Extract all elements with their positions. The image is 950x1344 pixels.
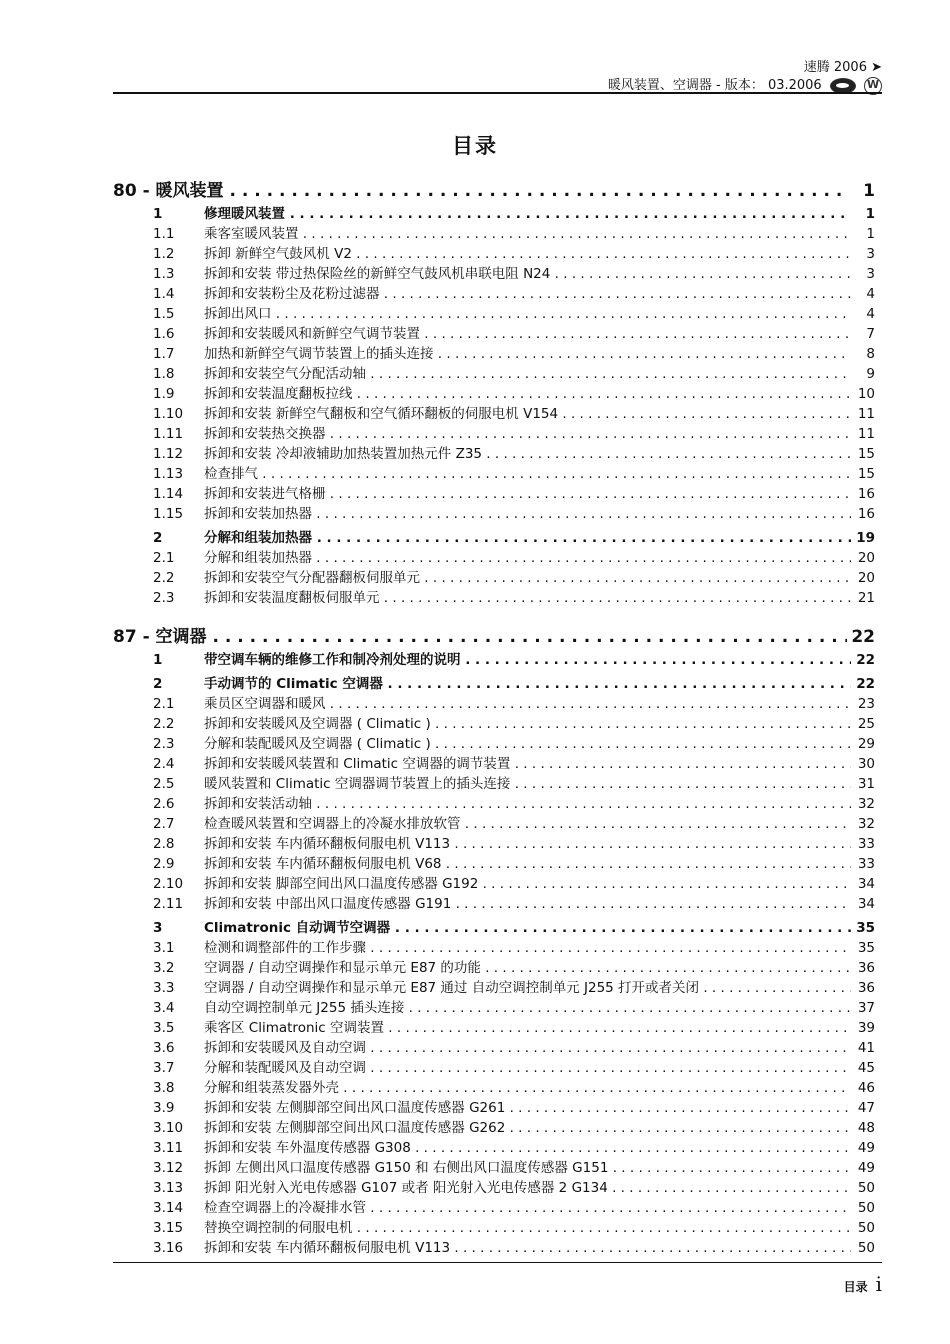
toc-entry-number: 2.3 xyxy=(153,590,175,606)
toc-entry[interactable] xyxy=(113,1058,875,1078)
toc-entry-title: 空调器 / 自动空调操作和显示单元 E87 的功能 . . . xyxy=(204,958,851,978)
header-rule xyxy=(113,92,882,94)
toc-entry-title: 拆卸和安装热交换器 . . . xyxy=(204,424,851,444)
toc-entry-title: 拆卸和安装暖风和新鲜空气调节装置 . . . xyxy=(204,324,851,344)
toc-entry-title: 自动空调控制单元 J255 插头连接 . . . xyxy=(204,998,851,1018)
toc-entry-title: 检查暖风装置和空调器上的冷凝水排放软管 . . . xyxy=(204,814,851,834)
toc-entry-page: 36 xyxy=(857,980,875,996)
toc-entry-title: 拆卸和安装暖风及空调器 ( Climatic ) . . . xyxy=(204,714,851,734)
toc-entry-number: 2.3 xyxy=(153,736,175,752)
toc-entry[interactable] xyxy=(113,284,875,304)
toc-entry-number: 3.3 xyxy=(153,980,175,996)
footer xyxy=(844,1272,882,1296)
toc-entry-page: 11 xyxy=(857,406,875,422)
toc-entry[interactable] xyxy=(113,774,875,794)
toc-entry-number: 1.11 xyxy=(153,426,184,442)
toc-entry[interactable] xyxy=(113,1158,875,1178)
toc-entry-page: 50 xyxy=(857,1200,875,1216)
toc-entry-title: 拆卸和安装空气分配器翻板伺服单元 . . . xyxy=(204,568,851,588)
toc-entry-page: 3 xyxy=(866,246,875,262)
toc-entry-page: 45 xyxy=(857,1060,875,1076)
toc-entry-number: 2.2 xyxy=(153,716,175,732)
toc-entry[interactable] xyxy=(113,444,875,464)
header-model-text: 速腾 2006 ➤ xyxy=(803,60,882,75)
header-model xyxy=(804,56,882,75)
toc-section-page: 22 xyxy=(851,627,875,647)
table-of-contents xyxy=(113,178,875,1258)
toc-entry-number: 3.1 xyxy=(153,940,175,956)
toc-entry-title: 分解和组装加热器 . . . xyxy=(204,548,851,568)
toc-entry-number: 1.3 xyxy=(153,266,175,282)
toc-entry-title: 分解和装配暖风及自动空调 . . . xyxy=(204,1058,851,1078)
toc-entry-page: 50 xyxy=(857,1240,875,1256)
toc-entry-number: 2 xyxy=(153,530,163,546)
toc-entry-number: 3.4 xyxy=(153,1000,175,1016)
toc-entry-page: 20 xyxy=(857,550,875,566)
footer-rule xyxy=(113,1262,882,1263)
toc-entry[interactable] xyxy=(113,674,875,694)
toc-entry-number: 3.9 xyxy=(153,1100,175,1116)
toc-entry-page: 30 xyxy=(857,756,875,772)
toc-entry[interactable] xyxy=(113,548,875,568)
toc-entry[interactable] xyxy=(113,958,875,978)
toc-entry[interactable] xyxy=(113,1178,875,1198)
toc-entry-number: 1.10 xyxy=(153,406,184,422)
toc-entry-page: 11 xyxy=(857,426,875,442)
toc-entry-title: 检测和调整部件的工作步骤 . . . xyxy=(204,938,851,958)
toc-entry-page: 16 xyxy=(857,506,875,522)
toc-entry[interactable] xyxy=(113,1018,875,1038)
toc-entry-number: 3.2 xyxy=(153,960,175,976)
toc-entry-title: 检查排气 . . . xyxy=(204,464,851,484)
toc-entry-title: 拆卸和安装 车内循环翻板伺服电机 V113 . . . xyxy=(204,834,851,854)
toc-entry[interactable] xyxy=(113,1238,875,1258)
toc-entry-title: 拆卸和安装温度翻板伺服单元 . . . xyxy=(204,588,851,608)
toc-entry-page: 21 xyxy=(857,590,875,606)
toc-entry-page: 33 xyxy=(857,856,875,872)
toc-entry-number: 3.14 xyxy=(153,1200,184,1216)
toc-entry-number: 1.4 xyxy=(153,286,175,302)
toc-entry-number: 1 xyxy=(153,206,163,222)
toc-entry-page: 49 xyxy=(857,1140,875,1156)
toc-entry[interactable] xyxy=(113,344,875,364)
toc-entry-page: 39 xyxy=(857,1020,875,1036)
toc-entry-page: 4 xyxy=(866,286,875,302)
toc-entry-title: 分解和组装加热器 . . . xyxy=(204,528,851,548)
toc-entry[interactable] xyxy=(113,1118,875,1138)
toc-entry[interactable] xyxy=(113,938,875,958)
toc-entry-title: 拆卸和安装进气格栅 . . . xyxy=(204,484,851,504)
toc-section-title: 87 - 空调器 . . . xyxy=(113,624,847,650)
toc-section-87[interactable] xyxy=(113,624,875,650)
footer-label: 目录 xyxy=(843,1280,868,1294)
toc-entry-number: 2.1 xyxy=(153,550,175,566)
toc-entry-number: 2.7 xyxy=(153,816,175,832)
toc-entry[interactable] xyxy=(113,874,875,894)
toc-entry[interactable] xyxy=(113,1138,875,1158)
toc-entry-number: 3.5 xyxy=(153,1020,175,1036)
toc-entry[interactable] xyxy=(113,1218,875,1238)
toc-entry-title: 拆卸和安装 新鲜空气翻板和空气循环翻板的伺服电机 V154 . . . xyxy=(204,404,851,424)
toc-entry-number: 2.2 xyxy=(153,570,175,586)
toc-entry[interactable] xyxy=(113,1078,875,1098)
toc-entry-number: 3 xyxy=(153,920,163,936)
toc-entry[interactable] xyxy=(113,734,875,754)
toc-entry-number: 1.15 xyxy=(153,506,184,522)
toc-entry-number: 1.14 xyxy=(153,486,184,502)
toc-list-87 xyxy=(113,650,875,1258)
toc-section-page: 1 xyxy=(863,181,875,201)
toc-entry-title: 分解和装配暖风及空调器 ( Climatic ) . . . xyxy=(204,734,851,754)
toc-entry-title: 拆卸和安装空气分配活动轴 . . . xyxy=(204,364,851,384)
page-title: 目录 xyxy=(452,134,498,158)
toc-entry-page: 50 xyxy=(857,1220,875,1236)
toc-entry-page: 36 xyxy=(857,960,875,976)
toc-entry-number: 2.6 xyxy=(153,796,175,812)
toc-entry[interactable] xyxy=(113,998,875,1018)
toc-entry-number: 3.16 xyxy=(153,1240,184,1256)
toc-entry-title: 手动调节的 Climatic 空调器 . . . xyxy=(204,674,851,694)
toc-entry[interactable] xyxy=(113,364,875,384)
toc-entry-title: 乘员区空调器和暖风 . . . xyxy=(204,694,851,714)
toc-entry-page: 48 xyxy=(857,1120,875,1136)
footer-page-number: i xyxy=(875,1272,882,1296)
toc-entry-title: 拆卸和安装 车外温度传感器 G308 . . . xyxy=(204,1138,851,1158)
toc-entry-page: 49 xyxy=(857,1160,875,1176)
toc-entry-title: 暖风装置和 Climatic 空调器调节装置上的插头连接 . . . xyxy=(204,774,851,794)
toc-entry[interactable] xyxy=(113,978,875,998)
toc-entry-title: 乘客室暖风装置 . . . xyxy=(204,224,851,244)
toc-entry[interactable] xyxy=(113,694,875,714)
toc-entry-page: 19 xyxy=(856,530,875,546)
toc-entry-page: 33 xyxy=(857,836,875,852)
toc-entry-number: 3.11 xyxy=(153,1140,184,1156)
toc-entry-page: 16 xyxy=(857,486,875,502)
toc-entry[interactable] xyxy=(113,834,875,854)
toc-entry[interactable] xyxy=(113,464,875,484)
toc-entry-number: 2.9 xyxy=(153,856,175,872)
toc-entry-page: 22 xyxy=(856,652,875,668)
toc-entry-page: 25 xyxy=(857,716,875,732)
toc-entry-title: 拆卸和安装 左侧脚部空间出风口温度传感器 G261 . . . xyxy=(204,1098,851,1118)
toc-entry-title: 拆卸和安装温度翻板拉线 . . . xyxy=(204,384,851,404)
header-manual-text: 暖风装置、空调器 - 版本： 03.2006 xyxy=(607,78,822,93)
toc-entry-page: 7 xyxy=(866,326,875,342)
toc-entry-title: 拆卸和安装 车内循环翻板伺服电机 V113 . . . xyxy=(204,1238,851,1258)
toc-entry[interactable] xyxy=(113,1038,875,1058)
toc-entry-number: 2.5 xyxy=(153,776,175,792)
toc-entry-page: 29 xyxy=(857,736,875,752)
toc-entry-number: 3.15 xyxy=(153,1220,184,1236)
toc-entry-page: 46 xyxy=(857,1080,875,1096)
toc-entry[interactable] xyxy=(113,1198,875,1218)
toc-entry-page: 35 xyxy=(857,940,875,956)
toc-entry-number: 1 xyxy=(153,652,163,668)
toc-entry-number: 3.10 xyxy=(153,1120,184,1136)
toc-entry[interactable] xyxy=(113,854,875,874)
toc-entry-number: 1.8 xyxy=(153,366,175,382)
toc-entry[interactable] xyxy=(113,204,875,224)
toc-entry[interactable] xyxy=(113,1098,875,1118)
toc-entry-title: 拆卸出风口 . . . xyxy=(204,304,851,324)
toc-entry-number: 1.12 xyxy=(153,446,184,462)
toc-entry-title: 拆卸和安装 车内循环翻板伺服电机 V68 . . . xyxy=(204,854,851,874)
toc-entry-title: 拆卸和安装 脚部空间出风口温度传感器 G192 . . . xyxy=(204,874,851,894)
toc-entry-page: 15 xyxy=(857,466,875,482)
toc-entry-number: 3.7 xyxy=(153,1060,175,1076)
toc-entry-page: 32 xyxy=(857,816,875,832)
toc-entry-title: 带空调车辆的维修工作和制冷剂处理的说明 . . . xyxy=(204,650,851,670)
toc-entry-title: 替换空调控制的伺服电机 . . . xyxy=(204,1218,851,1238)
toc-entry-title: 拆卸和安装 左侧脚部空间出风口温度传感器 G262 . . . xyxy=(204,1118,851,1138)
toc-entry-page: 23 xyxy=(857,696,875,712)
toc-entry-title: 拆卸和安装 中部出风口温度传感器 G191 . . . xyxy=(204,894,851,914)
toc-entry-number: 1.5 xyxy=(153,306,175,322)
toc-entry-page: 10 xyxy=(857,386,875,402)
toc-entry[interactable] xyxy=(113,568,875,588)
toc-entry-number: 1.7 xyxy=(153,346,175,362)
toc-entry-page: 47 xyxy=(857,1100,875,1116)
toc-entry[interactable] xyxy=(113,304,875,324)
toc-entry-title: 拆卸和安装加热器 . . . xyxy=(204,504,851,524)
toc-entry[interactable] xyxy=(113,714,875,734)
toc-entry-page: 4 xyxy=(866,306,875,322)
toc-section-80[interactable] xyxy=(113,178,875,204)
toc-entry[interactable] xyxy=(113,528,875,548)
toc-entry-title: 拆卸 新鲜空气鼓风机 V2 . . . xyxy=(204,244,851,264)
toc-entry[interactable] xyxy=(113,754,875,774)
toc-entry[interactable] xyxy=(113,794,875,814)
toc-entry[interactable] xyxy=(113,918,875,938)
toc-entry-page: 41 xyxy=(857,1040,875,1056)
toc-entry-number: 2 xyxy=(153,676,163,692)
toc-entry-title: 拆卸和安装 冷却液辅助加热装置加热元件 Z35 . . . xyxy=(204,444,851,464)
toc-entry[interactable] xyxy=(113,404,875,424)
toc-entry[interactable] xyxy=(113,384,875,404)
toc-entry-page: 37 xyxy=(857,1000,875,1016)
toc-entry-number: 1.6 xyxy=(153,326,175,342)
toc-entry[interactable] xyxy=(113,504,875,524)
toc-entry[interactable] xyxy=(113,244,875,264)
toc-entry-page: 35 xyxy=(856,920,875,936)
toc-entry-page: 9 xyxy=(866,366,875,382)
toc-entry-page: 34 xyxy=(857,896,875,912)
toc-entry-page: 15 xyxy=(857,446,875,462)
toc-entry-title: 拆卸和安装暖风装置和 Climatic 空调器的调节装置 . . . xyxy=(204,754,851,774)
toc-entry-number: 3.6 xyxy=(153,1040,175,1056)
toc-entry-page: 1 xyxy=(866,226,875,242)
toc-entry-number: 2.11 xyxy=(153,896,184,912)
toc-entry-title: 拆卸和安装活动轴 . . . xyxy=(204,794,851,814)
toc-entry-title: 拆卸 阳光射入光电传感器 G107 或者 阳光射入光电传感器 2 G134 . . . xyxy=(204,1178,851,1198)
toc-entry[interactable] xyxy=(113,814,875,834)
toc-entry-page: 50 xyxy=(857,1180,875,1196)
toc-entry-number: 3.13 xyxy=(153,1180,184,1196)
toc-entry-title: 修理暖风装置 . . . xyxy=(204,204,851,224)
toc-entry-page: 20 xyxy=(857,570,875,586)
toc-entry-page: 22 xyxy=(856,676,875,692)
toc-entry-page: 3 xyxy=(866,266,875,282)
toc-entry-title: 加热和新鲜空气调节装置上的插头连接 . . . xyxy=(204,344,851,364)
toc-entry-title: 拆卸和安装 带过热保险丝的新鲜空气鼓风机串联电阻 N24 . . . xyxy=(204,264,851,284)
toc-entry-number: 3.12 xyxy=(153,1160,184,1176)
toc-entry[interactable] xyxy=(113,264,875,284)
toc-entry-title: Climatronic 自动调节空调器 . . . xyxy=(204,918,851,938)
toc-entry-title: 检查空调器上的冷凝排水管 . . . xyxy=(204,1198,851,1218)
toc-entry-number: 2.8 xyxy=(153,836,175,852)
toc-entry-title: 分解和组装蒸发器外壳 . . . xyxy=(204,1078,851,1098)
toc-entry-number: 1.2 xyxy=(153,246,175,262)
toc-list-80 xyxy=(113,204,875,608)
toc-section-title: 80 - 暖风装置 . . . xyxy=(113,178,847,204)
toc-entry[interactable] xyxy=(113,484,875,504)
toc-entry-number: 2.10 xyxy=(153,876,184,892)
toc-entry-page: 32 xyxy=(857,796,875,812)
toc-entry-title: 乘客区 Climatronic 空调装置 . . . xyxy=(204,1018,851,1038)
toc-entry-page: 34 xyxy=(857,876,875,892)
toc-entry-page: 1 xyxy=(865,206,875,222)
toc-entry[interactable] xyxy=(113,588,875,608)
toc-entry-title: 拆卸和安装暖风及自动空调 . . . xyxy=(204,1038,851,1058)
toc-entry-number: 2.1 xyxy=(153,696,175,712)
toc-entry[interactable] xyxy=(113,894,875,914)
toc-entry-number: 1.13 xyxy=(153,466,184,482)
toc-entry-number: 2.4 xyxy=(153,756,175,772)
toc-entry-title: 空调器 / 自动空调操作和显示单元 E87 通过 自动空调控制单元 J255 打开或者关闭 . . . xyxy=(204,978,851,998)
toc-entry-number: 1.9 xyxy=(153,386,175,402)
toc-entry[interactable] xyxy=(113,324,875,344)
toc-entry-title: 拆卸 左侧出风口温度传感器 G150 和 右侧出风口温度传感器 G151 . . . xyxy=(204,1158,851,1178)
toc-entry[interactable] xyxy=(113,224,875,244)
toc-entry-page: 31 xyxy=(857,776,875,792)
toc-entry-number: 3.8 xyxy=(153,1080,175,1096)
toc-entry-page: 8 xyxy=(866,346,875,362)
toc-entry[interactable] xyxy=(113,424,875,444)
toc-entry-number: 1.1 xyxy=(153,226,175,242)
toc-entry-title: 拆卸和安装粉尘及花粉过滤器 . . . xyxy=(204,284,851,304)
toc-entry[interactable] xyxy=(113,650,875,670)
